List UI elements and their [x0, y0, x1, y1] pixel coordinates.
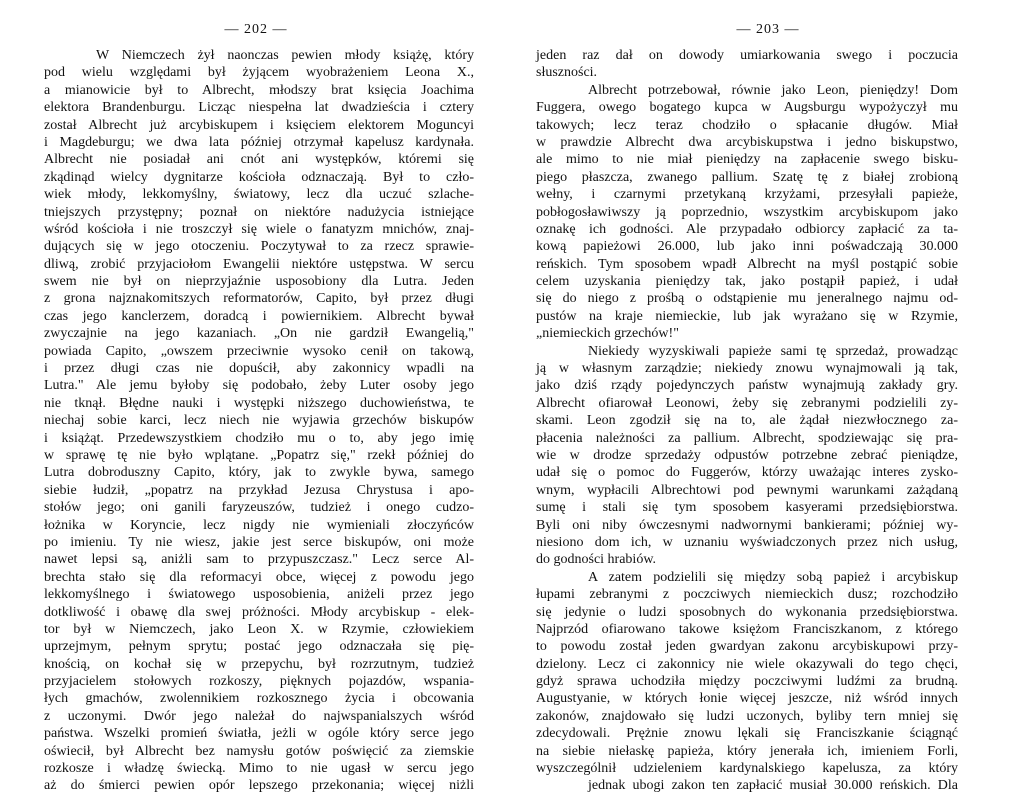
text-line: nie tknął. Błędne nauki i występki niższego duchowieństwa, te	[44, 395, 474, 411]
page-number-right: — 203 —	[736, 22, 800, 37]
text-line: takowych; lecz teraz chodziło o spłacanie długów. Miał	[536, 117, 958, 133]
text-line: łych gmachów, zwolennikiem rozkosznego życia i obcowania	[44, 691, 474, 707]
text-line: sumę i stali się tym sposobem kasyerami przedsiębiorstwa.	[536, 500, 958, 516]
text-line: jako dziś rządy pojedynczych państw wynajmują zakłady gry.	[536, 378, 958, 394]
text-line: oznakę ich godności. Ale przypadało odbiorcy zapłacić za ta-	[536, 221, 958, 237]
text-line: czas jego kanclerzem, doradcą i powiernikiem. Albrecht bywał	[44, 308, 474, 324]
text-line: oświecił, był Albrecht bez namysłu gotów poświęcić za ziemskie	[44, 743, 474, 759]
text-line: siebie łudził, „popatrz na przykład Jezusa Chrystusa i apo-	[44, 482, 474, 498]
text-line: w prawdzie Albrecht dwa arcybiskupstwa i jedno biskupstwo,	[536, 134, 958, 150]
text-line: w sprawę tę nie było wplątane. „Popatrz się," rzekł później do	[44, 447, 474, 463]
text-line: Albrecht ofiarował Leonowi, żeby się zebranymi podzielili zy-	[536, 395, 958, 411]
text-line: Augustyanie, w których łonie więcej jeszcze, niż wśród innych	[536, 691, 958, 707]
text-line: to powodu został jeden gwardyan zakonu arcybiskupowi przy-	[536, 639, 958, 655]
text-line: aż do śmierci pewien opór lepszego przekonania; więcej niżli	[44, 778, 474, 794]
text-line: Byli oni niby ówczesnymi nadwornymi bankierami; później wy-	[536, 517, 958, 533]
text-line: a mianowicie był to Albrecht, młodszy brat księcia Joachima	[44, 82, 474, 98]
text-line: knością, on kochał się w przepychu, był rozrzutnym, tudzież	[44, 656, 474, 672]
page-number-left: — 202 —	[224, 22, 288, 37]
text-line: nawet lepsi są, aniżli sam to przypuszczasz." Lecz serce Al-	[44, 552, 474, 568]
text-line: i przez długi czas nie dopuścił, aby zakonnicy wpadli na	[44, 361, 474, 377]
text-line: łożnika w Koryncie, lecz nigdy nie wymieniali złoczyńców	[44, 517, 474, 533]
text-line: swem nie był on nieprzyjaźnie usposobiony dla Lutra. Jeden	[44, 274, 474, 290]
text-line: „niemieckich grzechów!"	[536, 326, 679, 342]
left-page-text	[44, 47, 474, 795]
text-line: Niekiedy wyzyskiwali papieże sami tę sprzedaż, prowadząc	[588, 343, 958, 359]
text-line: lekkomyślnego i światowego usposobienia, aniżeli przez jego	[44, 587, 474, 603]
text-line: ją w własnym zarządzie; niekiedy znowu wynajmowali ją tak,	[536, 361, 958, 377]
text-line: stołów jego; oni ganili faryzeuszów, tudzież i onego cudzo-	[44, 500, 474, 516]
text-line: z grona najznakomitszych reformatorów, Capito, był przez długi	[44, 291, 474, 307]
text-line: pod wielu względami był żyjącem wyobrażeniem Leona X.,	[44, 65, 474, 81]
text-line: gdyż sprawa uchodziła między poczciwymi ludźmi za brudną.	[536, 674, 958, 690]
text-line: zdecydowali. Prężnie znowu lękali się Franciszkanie ściągnąć	[536, 726, 958, 742]
text-line: jeden raz dał on dowody umiarkowania swego i poczucia	[536, 48, 958, 63]
text-line: tniejszych przystępny; poznał on niektóre nadużycia istniejące	[44, 204, 474, 220]
text-line: słuszności.	[536, 65, 598, 81]
text-line: został Albrecht już arcybiskupem i księciem elektorem Moguncyi	[44, 117, 474, 133]
text-line: niesiono dom ich, w uznaniu wyświadczonych przez nich usług,	[536, 534, 958, 550]
text-line: dotkliwość i obawę dla swej próżności. Młody arcybiskup - elek-	[44, 604, 474, 620]
text-line: zkądinąd wielcy dygnitarze kościoła odznaczają. Był to czło-	[44, 169, 474, 185]
text-line: się do niego z prośbą o odstąpienie mu jeneralnego najmu od-	[536, 291, 958, 307]
text-line: brechta stało się dla reformacyi obce, więcej z powodu jego	[44, 569, 474, 585]
text-line: z uczonymi. Dwór jego należał do najwspanialszych wśród	[44, 708, 474, 724]
text-line: piego płaszcza, zwanego pallium. Szatę tę z białej zrobioną	[536, 169, 958, 185]
text-line: wśród kościoła i nie troszczył się wiele o fanatyzm mnichów, znaj-	[44, 221, 474, 237]
text-line: kową papieżowi 26.000, lub jako inni pośwadczają 30.000	[536, 239, 958, 255]
text-line: rozkosze i władzę świecką. Mimo to nie ugasł w sercu jego	[44, 761, 474, 777]
right-page	[512, 0, 1024, 796]
text-line: Lutra dobroduszny Capito, który, jak to zwykle bywa, samego	[44, 465, 474, 481]
text-line: wnym, wypłacili Albrechtowi pod pewnymi warunkami zażądaną	[536, 482, 958, 498]
text-line: do godności hrabiów.	[536, 552, 657, 568]
text-line: państwa. Wszelki promień światła, jeżli w ogóle który serce jego	[44, 726, 474, 742]
text-line: A zatem podzielili się między sobą papież i arcybiskup	[588, 569, 958, 585]
text-line: tor był w Niemczech, jako Leon X. w Rzymie, człowiekiem	[44, 621, 474, 637]
text-line: i Magdeburgu; we dwa lata później otrzymał kapelusz kardynała.	[44, 134, 474, 150]
text-line: wie w drodze sprzedaży odpustów potrzebne zebrać pieniądze,	[536, 447, 958, 463]
text-line: jednak ubogi zakon ten zapłacić musiał 30.000 reńskich. Dla	[588, 778, 958, 794]
text-line: W Niemczech żył naonczas pewien młody książę, który	[96, 48, 474, 63]
text-line: zakonów, znajdowało się ludzi uczonych, byliby tern mniej się	[536, 708, 958, 724]
text-line: płacenia należności za pallium. Albrecht, spodziewając się pra-	[536, 430, 958, 446]
text-line: celem uzyskania pieniędzy tak, jako postąpił papież, i udał	[536, 274, 958, 290]
text-line: wełny, i czarnymi przetykaną krzyżami, przesyłali papieże,	[536, 187, 958, 203]
text-line: dujących się w jego otoczeniu. Poczytywał to za rzecz sprawie-	[44, 239, 474, 255]
text-line: dliwą, zrobić przyjaciołom Ewangelii niektóre ustępstwa. W sercu	[44, 256, 474, 272]
text-line: na siebie niełaskę papieża, który jenerała ich, imieniem Forli,	[536, 743, 958, 759]
text-line: niechaj sobie karci, lecz niech nie wyjawia grzechów biskupów	[44, 413, 474, 429]
text-line: wyszczególnił udzieleniem kardynalskiego kapelusza, za który	[536, 761, 958, 777]
text-line: Albrecht nie posiadał ani cnót ani występków, któremi się	[44, 152, 474, 168]
text-line: się jedynie o ludzi sposobnych do wykonania przedsiębiorstwa.	[536, 604, 958, 620]
text-line: powiada Capito, „owszem przeciwnie wysoko cenił on takową,	[44, 343, 474, 359]
text-line: pustów na kraje niemieckie, lub jak wyrażano się w Rzymie,	[536, 308, 958, 324]
text-line: skami. Leon zgodził się na to, ale żądał niezwłocznego za-	[536, 413, 958, 429]
text-line: elektora Brandenburgu. Licząc niespełna lat dwadzieścia i cztery	[44, 100, 474, 116]
text-line: Albrecht potrzebował, równie jako Leon, pieniędzy! Dom	[588, 82, 958, 98]
text-line: zwyczajnie na jego kazaniach. „On nie gardził Ewangelią,"	[44, 326, 474, 342]
text-line: wiek młody, lekkomyślny, światowy, lecz dla uczuć szlache-	[44, 187, 474, 203]
text-line: ale mimo to nie miał pieniędzy na zapłacenie swego bisku-	[536, 152, 958, 168]
text-line: dzielony. Lecz ci zakonnicy nie wiele okazywali do tego chęci,	[536, 656, 958, 672]
text-line: po imieniu. Ty nie wiesz, jakie jest serce biskupów, oni może	[44, 534, 474, 550]
text-line: i książąt. Przedewszystkiem chodziło mu o to, aby jego imię	[44, 430, 474, 446]
text-line: Fuggera, owego bogatego kupca w Augsburgu wypożyczył mu	[536, 100, 958, 116]
text-line: reńskich. Tym sposobem wpadł Albrecht na myśl postąpić sobie	[536, 256, 958, 272]
text-line: uprzejmym, pełnym sprytu; postać jego odznaczała się pię-	[44, 639, 474, 655]
text-line: Najprzód ofiarowano takowe księżom Franciszkanom, z którego	[536, 621, 958, 637]
text-line: Lutra." Ale jemu byłoby się podobało, żeby Luter osoby jego	[44, 378, 474, 394]
text-line: udał się o pomoc do Fuggerów, którzy uważając interes zysko-	[536, 465, 958, 481]
text-line: łupami zebranymi z poczciwych niemieckich dusz; rozchodziło	[536, 587, 958, 603]
text-line: pobłogosławiwszy ją poprzednio, wszystkim arcybiskupom jako	[536, 204, 958, 220]
right-page-text	[536, 47, 958, 795]
text-line: przyjacielem stołowych rozkoszy, pięknych pojazdów, wspania-	[44, 674, 474, 690]
